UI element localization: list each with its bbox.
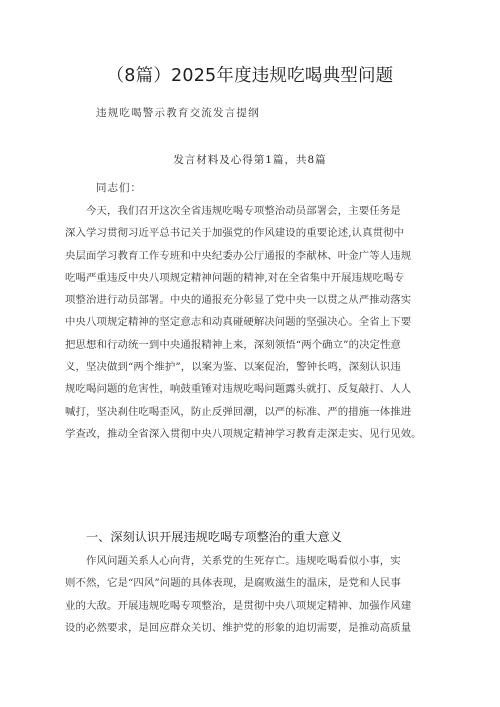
paragraph-line: 业的大敌。开展违规吃喝专项整治，是贯彻中央八项规定精神、加强作风建 <box>65 599 412 612</box>
paragraph-line: 央层面学习教育工作专班和中央纪委办公厅通报的李献林、叶金广等人违规 <box>65 249 412 262</box>
paragraph-line: 学查改，推动全省深入贯彻中央八项规定精神学习教育走深走实、见行见效。 <box>65 427 422 440</box>
paragraph-line: 规吃喝问题的危害性，响鼓重锤对违规吃喝问题露头就打、反复敲打、人人 <box>65 383 412 396</box>
paragraph-intro <box>65 200 435 445</box>
paragraph-line: 则不然，它是“四风”问题的具体表现，是腐败滋生的温床，是党和人民事 <box>65 577 402 590</box>
document-title: （8篇）2025年度违规吃喝典型问题 <box>106 66 394 86</box>
paragraph-line: 设的必然要求，是回应群众关切、维护党的形象的迫切需要，是推动高质量 <box>65 621 412 634</box>
paragraph-line: 今天，我们召开这次全省违规吃喝专项整治动员部署会，主要任务是 <box>65 205 401 217</box>
paragraph-line: 深入学习贯彻习近平总书记关于加强党的作风建设的重要论述,认真贯彻中 <box>65 227 405 240</box>
section-caption: 发言材料及心得第1篇，共8篇 <box>173 154 327 166</box>
salutation: 同志们： <box>96 182 142 194</box>
paragraph-line: 项整治进行动员部署。中央的通报充分彰显了党中央一以贯之从严推动落实 <box>65 294 412 307</box>
paragraph-section1 <box>65 550 435 639</box>
paragraph-line: 作风问题关系人心向背，关系党的生死存亡。违规吃喝看似小事，实 <box>65 555 401 567</box>
paragraph-line: 义，坚决做到“两个维护”，以案为鉴、以案促治，警钟长鸣，深刻认识违 <box>65 361 402 374</box>
section-heading: 一、深刻认识开展违规吃喝专项整治的重大意义 <box>86 530 342 544</box>
paragraph-line: 把思想和行动统一到中央通报精神上来，深刻领悟“两个确立”的决定性意 <box>65 338 402 351</box>
paragraph-line: 中央八项规定精神的坚定意志和动真碰硬解决问题的坚强决心。全省上下要 <box>65 316 412 329</box>
paragraph-line: 喊打，坚决刹住吃喝歪风，防止反弹回潮，以严的标准、严的措施一体推进 <box>65 405 412 418</box>
document-subtitle: 违规吃喝警示教育交流发言提纲 <box>96 107 260 119</box>
paragraph-line: 吃喝严重违反中央八项规定精神问题的精神,对在全省集中开展违规吃喝专 <box>65 271 405 284</box>
